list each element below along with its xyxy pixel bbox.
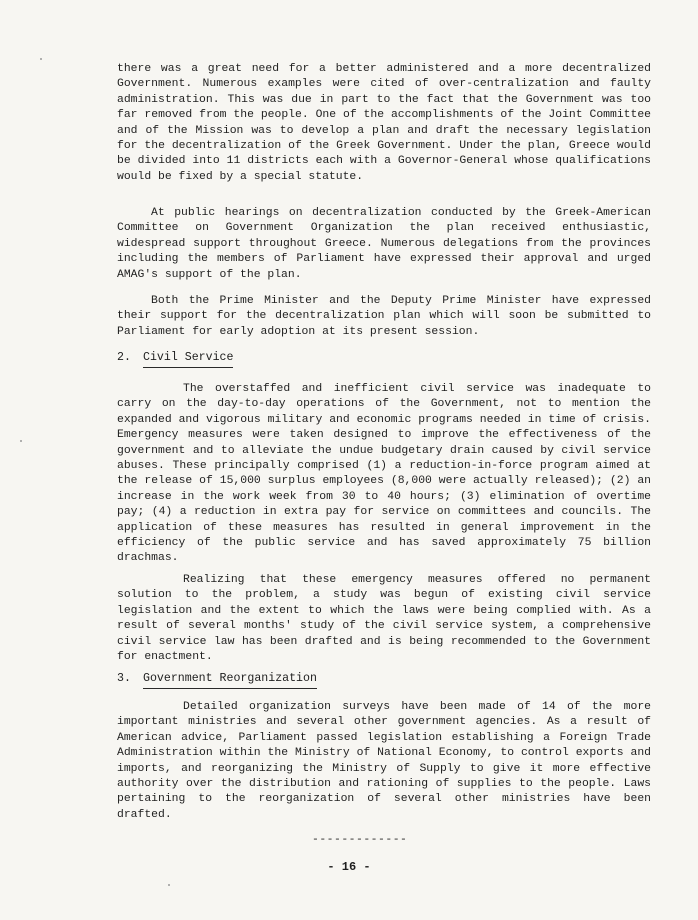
end-divider: ------------- <box>312 834 408 846</box>
section-number: 3. <box>117 672 131 685</box>
paragraph-civil-service-measures: The overstaffed and inefficient civil service was inadequate to carry on the day-to-day operations of the Government, not to mention the expanded and vigorous military and economic programs needed in time of crisis. Emergency measures were taken designed to improve the effectiveness of the government and to alleviate the undue budgetary drain caused by civil service abuses. These principally comprised (1) a reduction-in-force program aimed at the release of 15,000 surplus employees (8,000 were actually released); (2) an increase in the work week from 30 to 40 hours; (3) elimination of overtime pay; (4) a reduction in extra pay for service on committees and councils. The application of these measures has resulted in general improvement in the efficiency of the public service and has saved approximately 75 billion drachmas. <box>117 383 651 565</box>
paragraph-organization-surveys: Detailed organization surveys have been made of 14 of the more important ministries and several other government agencies. As a result of American advice, Parliament passed legislation establishing a Foreign Trade Administration within the Ministry of National Economy, to control exports and imports, and reorganizing the Ministry of Supply to give it more effective authority over the distribution and rationing of supplies to the people. Laws pertaining to the reorganization of several other ministries have been drafted. <box>117 701 651 821</box>
paragraph-prime-minister-support: Both the Prime Minister and the Deputy Prime Minister have expressed their support for the decentralization plan which will soon be submitted to Parliament for early adoption at its present session. <box>117 295 651 338</box>
section-number: 2. <box>117 351 131 364</box>
paragraph-civil-service-law: Realizing that these emergency measures offered no permanent solution to the problem, a study was begun of existing civil service legislation and the extent to which the laws were being complied with. As a result of several months' study of the civil service system, a comprehensive civil service law has been drafted and is being recommended to the Government for enactment. <box>117 574 651 664</box>
scan-speck <box>168 884 170 886</box>
section-heading-civil-service <box>117 350 233 368</box>
section-title: Government Reorganization <box>143 671 317 689</box>
section-title: Civil Service <box>143 350 233 368</box>
section-heading-government-reorganization <box>117 671 317 689</box>
paragraph-decentralization-intro: there was a great need for a better administered and a more decentralized Government. Numerous examples were cited of over-centralization and faulty administration. This was due in part to the fact that the Government was too far removed from the people. One of the accomplishments of the Joint Committee and of the Mission was to develop a plan and draft the necessary legislation for the decentralization of the Greek Government. Under the plan, Greece would be divided into 11 districts each with a Governor-General whose qualifications would be fixed by a special statute. <box>117 63 651 183</box>
scan-speck <box>20 440 22 442</box>
page-number: - 16 - <box>327 860 371 874</box>
paragraph-public-hearings: At public hearings on decentralization conducted by the Greek-American Committee on Government Organization the plan received enthusiastic, widespread support throughout Greece. Numerous delegations from the provinces including the members of Parliament have expressed their approval and urged AMAG's support of the plan. <box>117 207 651 281</box>
scan-speck <box>40 58 42 60</box>
